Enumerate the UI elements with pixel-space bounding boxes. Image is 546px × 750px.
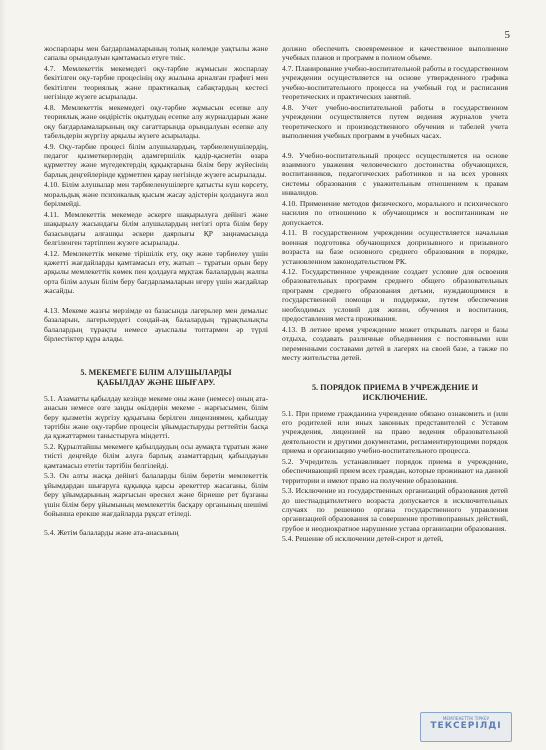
paragraph: 5.3. Он алты жасқа дейінгі балаларды білім беретін мемлекеттік ұйымдардан шығаруға құқыққа қарсы әрекеттер жасағаны, білім беру ұйымдарының жарғысын өрескел және бірнеше рет бұзғаны үшін білім беру ұйымының мемлекеттік басқару органының шешімі бойынша ерекше жағдайларда рұқсат етіледі. (44, 471, 268, 519)
paragraph: 4.9. Оқу-тәрбие процесі білім алушылардың, тәрбиеленушілердің, педагог қызметкерлердің адамгершілік қадір-қасиетін өзара құрметтеу және мүгедектердің құқықтарына білім беру жүйесінің барлық деңгейлерінде құрметпен қарау негізінде жүзеге асырылады. (44, 141, 268, 179)
paragraph: 4.10. Білім алушылар мен тәрбиеленушілерге қатысты күш көрсету, моральдық және психикалық қысым жасау әдістерін қолдануға жол берілмейді. (44, 180, 268, 209)
stamp-big-text: ТЕКСЕРІЛДІ (430, 721, 502, 731)
paragraph: 5.1. Азаматты қабылдау кезінде мекеме оны және (немесе) оның ата-анасын немесе өзге заңды өкілдерін мекеме - жарғысымен, білім беру қызметін жүргізу құқығына берілген лицензиямен, қабылдау тәртібін және оқу-тәрбие процесін ұйымдастыруды реттейтін басқа да құжаттармен таныстыруға міндетті. (44, 393, 268, 441)
paragraph: 4.9. Учебно-воспитательный процесс осуществляется на основе взаимного уважения человеческого достоинства обучающихся, воспитанников, педагогических работников и на всех уровнях системы образования с уважительным отношением к правам инвалидов. (282, 150, 508, 198)
paragraph: 4.11. В государственном учреждении осуществляется начальная военная подготовка обучающихся допризывного и призывного возраста на базе основного среднего образования в порядке, установленном законодательством РК. (282, 228, 508, 266)
paragraph: 4.7. Мемлекеттік мекемедегі оқу-тәрбие жұмысын жоспарлау бекітілген оқу-тәрбие процесінің оқу жылына арналған графигі мен бекітілген теориялық және практикалық сабақтардың кестесі негізінде жүзеге асырылады. (44, 63, 268, 102)
paragraph: 4.13. Мекеме жазғы мерзімде өз базасында лагерьлер мен демалыс базаларын, лагерьлердегі сондай-ақ балалардың тұрақтылықты балалардың тұрақты немесе ауыспалы топтармен әр түрлі бірлестіктер құра алады. (44, 305, 268, 344)
stamp-small-text: МЕМЛЕКЕТТІК ТІРКЕУ (442, 716, 490, 721)
section-title-russian (282, 383, 508, 403)
page-edge-shadow (0, 0, 6, 750)
paragraph: 5.2. Құрылтайшы мекемеге қабылдаудың осы аумақта тұратын және тиісті деңгейде білім алуға барлық азаматтардың қабылдауын қамтамасыз ететін тәртібін белгілейді. (44, 441, 268, 470)
paragraph: 4.10. Применение методов физического, морального и психического насилия по отношению к обучающимся и воспитанникам не допускается. (282, 198, 508, 227)
paragraph: 5.3. Исключение из государственных организаций образования детей до шестнадцатилетнего возраста допускается в исключительных случаях по решению органа государственного управления организацией образования за совершение противоправных действий, грубое и неоднократное нарушение устава организации образования. (282, 486, 508, 533)
paragraph: 4.12. Мемлекеттік мекеме тірішілік ету, оқу және тәрбиелеу үшін қажетті жағдайларды қамтамасыз ету, жатып – тұратын орын беру арқылы мемлекеттік көмек пен қолдауға мұқтаж балалардың жалпы орта білім алуын білім беру бағдарламаларын игеру үшін жағдайлар жасайды. (44, 248, 268, 296)
registration-stamp (420, 712, 512, 742)
paragraph: 4.11. Мемлекеттік мекемеде әскерге шақырылуға дейінгі және шақырылу жасындағы білім алушылардың негізгі орта білім беру базасындағы алғашқы әскери даярлығы ҚР заңнамасында белгіленген тәртіппен жүзеге асырылады. (44, 209, 268, 248)
paragraph: 4.8. Мемлекеттік мекемедегі оқу-тәрбие жұмысын есепке алу теориялық және өндірістік оқытудың есепке алу журналдарын және оқу бағдарламаларының оқу сағаттарында орындалуын есепке алу табельдерін жүргізу арқылы жүзеге асырылады. (44, 102, 268, 141)
page-number: 5 (504, 29, 510, 41)
section-title-line: ҚАБЫЛДАУ ЖӘНЕ ШЫҒАРУ. (97, 377, 215, 387)
paragraph: 5.4. Жетім балаларды және ата-анасының (44, 528, 179, 538)
paragraph: 4.12. Государственное учреждение создает условие для освоения образовательных программ среднего общего образовательных программ среднего образования детьми, нуждающимися в государственной помощи и поддержке, путем обеспечения необходимых условий для жизни, обучения и воспитания, предоставления места проживания. (282, 266, 508, 324)
paragraph: 5.2. Учредитель устанавливает порядок приема в учреждение, обеспечивающий прием всех граждан, которые проживают на данной территории и имеют право на получение образования. (282, 456, 508, 485)
right-column-russian (282, 44, 508, 545)
paragraph: жоспарлары мен бағдарламаларының толық көлемде уақтылы және сапалы орындалуын қамтамасыз етуге тиіс. (44, 44, 268, 63)
paragraph: должно обеспечить своевременное и качественное выполнение учебных планов и программ в полном объеме. (282, 44, 508, 63)
section-title-line: ИСКЛЮЧЕНИЕ. (362, 392, 428, 402)
paragraph: 4.8. Учет учебно-воспитательной работы в государственном учреждении осуществляется путем ведения журналов учета теоретического и производственного обучения и табелей учета выполнения учебных программ в учебных часах. (282, 102, 508, 141)
section-title-kazakh (44, 368, 268, 388)
paragraph: 5.1. При приеме гражданина учреждение обязано ознакомить и (или его родителей или иных законных представителей с Уставом учреждения, лицензией на право ведения образовательной деятельности и другими документами, регламентирующими порядок приема и организацию учебно-воспитательного процесса. (282, 408, 508, 456)
paragraph: 4.13. В летнее время учреждение может открывать лагеря и базы отдыха, создавать различные объединения с постоянными или переменными составами детей в лагерях на своей базе, а также по месту жительства детей. (282, 324, 508, 363)
paragraph: 4.7. Планирование учебно-воспитательной работы в государственном учреждении осуществляется на основе утвержденного графика учебно-воспитательного процесса на учебный год и расписания теоретических и практических занятий. (282, 63, 508, 102)
section-title-line: 5. МЕКЕМЕГЕ БІЛІМ АЛУШЫЛАРДЫ (80, 367, 232, 377)
paragraph: 5.4. Решение об исключении детей-сирот и детей, (282, 534, 444, 544)
left-column-kazakh (44, 44, 268, 539)
section-title-line: 5. ПОРЯДОК ПРИЕМА В УЧРЕЖДЕНИЕ И (311, 382, 479, 392)
